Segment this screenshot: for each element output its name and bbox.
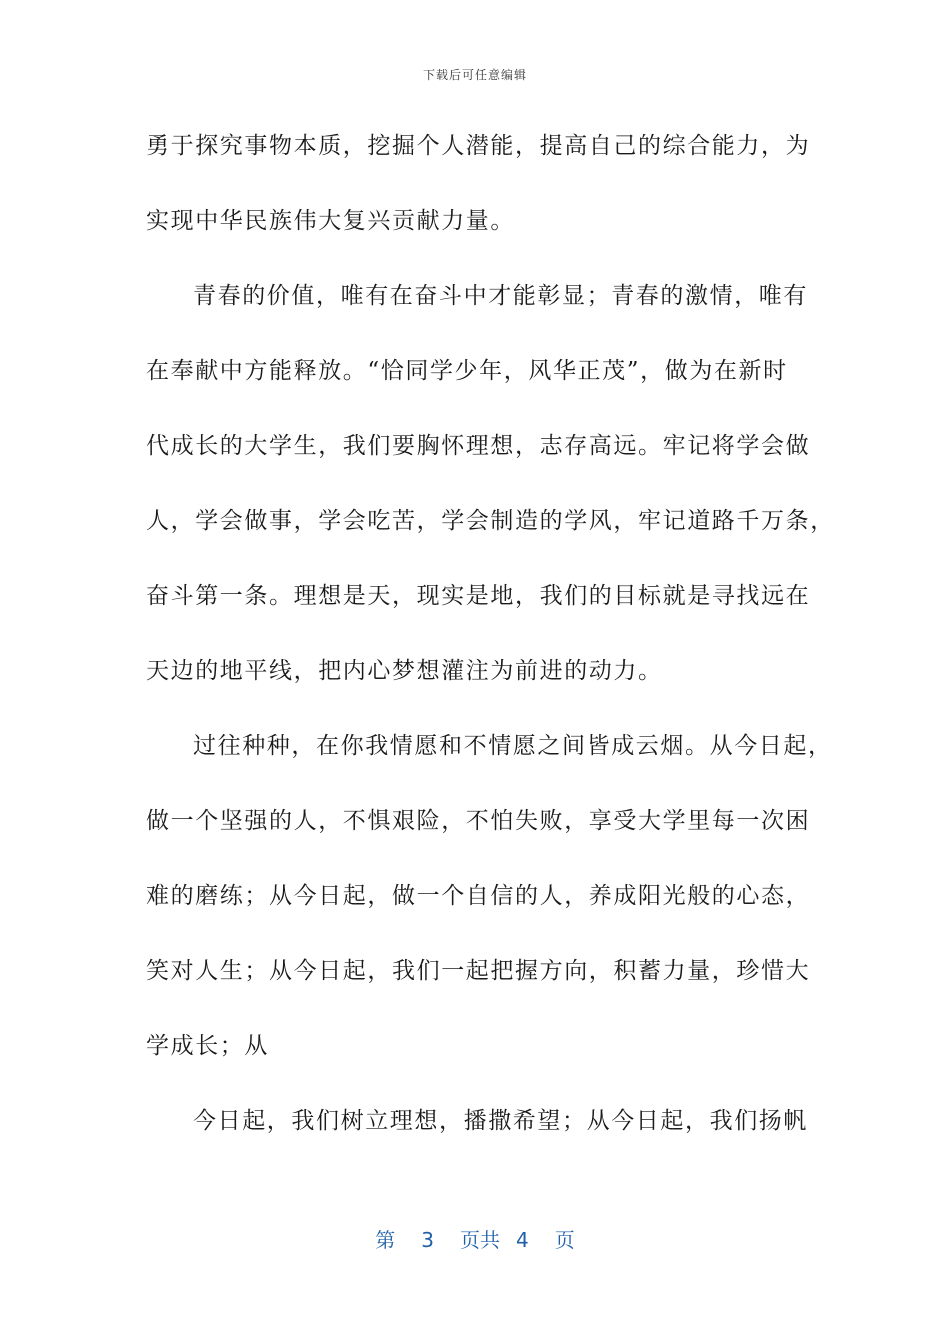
text-line: 人，学会做事，学会吃苦，学会制造的学风，牢记道路千万条， [146, 508, 835, 534]
text-line: 天边的地平线，把内心梦想灌注为前进的动力。 [146, 658, 663, 684]
paragraph-start-line: 过往种种，在你我情愿和不情愿之间皆成云烟。从今日起， [193, 733, 833, 759]
page-header: 下载后可任意编辑 [422, 68, 527, 82]
text-line: 笑对人生；从今日起，我们一起把握方向，积蓄力量，珍惜大 [146, 958, 811, 984]
text-line: 做一个坚强的人，不惧艰险，不怕失败，享受大学里每一次困 [146, 808, 811, 834]
total-pages-number: 4 [516, 1228, 529, 1252]
document-body [146, 120, 835, 1170]
text-line: 学成长；从 [146, 1033, 269, 1059]
text-line: 难的磨练；从今日起，做一个自信的人，养成阳光般的心态， [146, 883, 811, 909]
text-line: 奋斗第一条。理想是天，现实是地，我们的目标就是寻找远在 [146, 583, 811, 609]
text-line: 代成长的大学生，我们要胸怀理想，志存高远。牢记将学会做 [146, 433, 811, 459]
footer-ye: 页 [554, 1228, 575, 1252]
paragraph-start-line: 今日起，我们树立理想，播撒希望；从今日起，我们扬帆 [193, 1108, 808, 1134]
current-page-number: 3 [421, 1228, 434, 1252]
footer-ye-gong: 页共 [460, 1228, 500, 1252]
page-footer [0, 1224, 950, 1253]
footer-di: 第 [375, 1228, 396, 1252]
text-line: 勇于探究事物本质，挖掘个人潜能，提高自己的综合能力，为 [146, 133, 811, 159]
paragraph-start-line: 青春的价值，唯有在奋斗中才能彰显；青春的激情，唯有 [193, 283, 808, 309]
text-line: 在奉献中方能释放。“恰同学少年，风华正茂”，做为在新时 [146, 358, 788, 384]
text-line: 实现中华民族伟大复兴贡献力量。 [146, 208, 515, 234]
